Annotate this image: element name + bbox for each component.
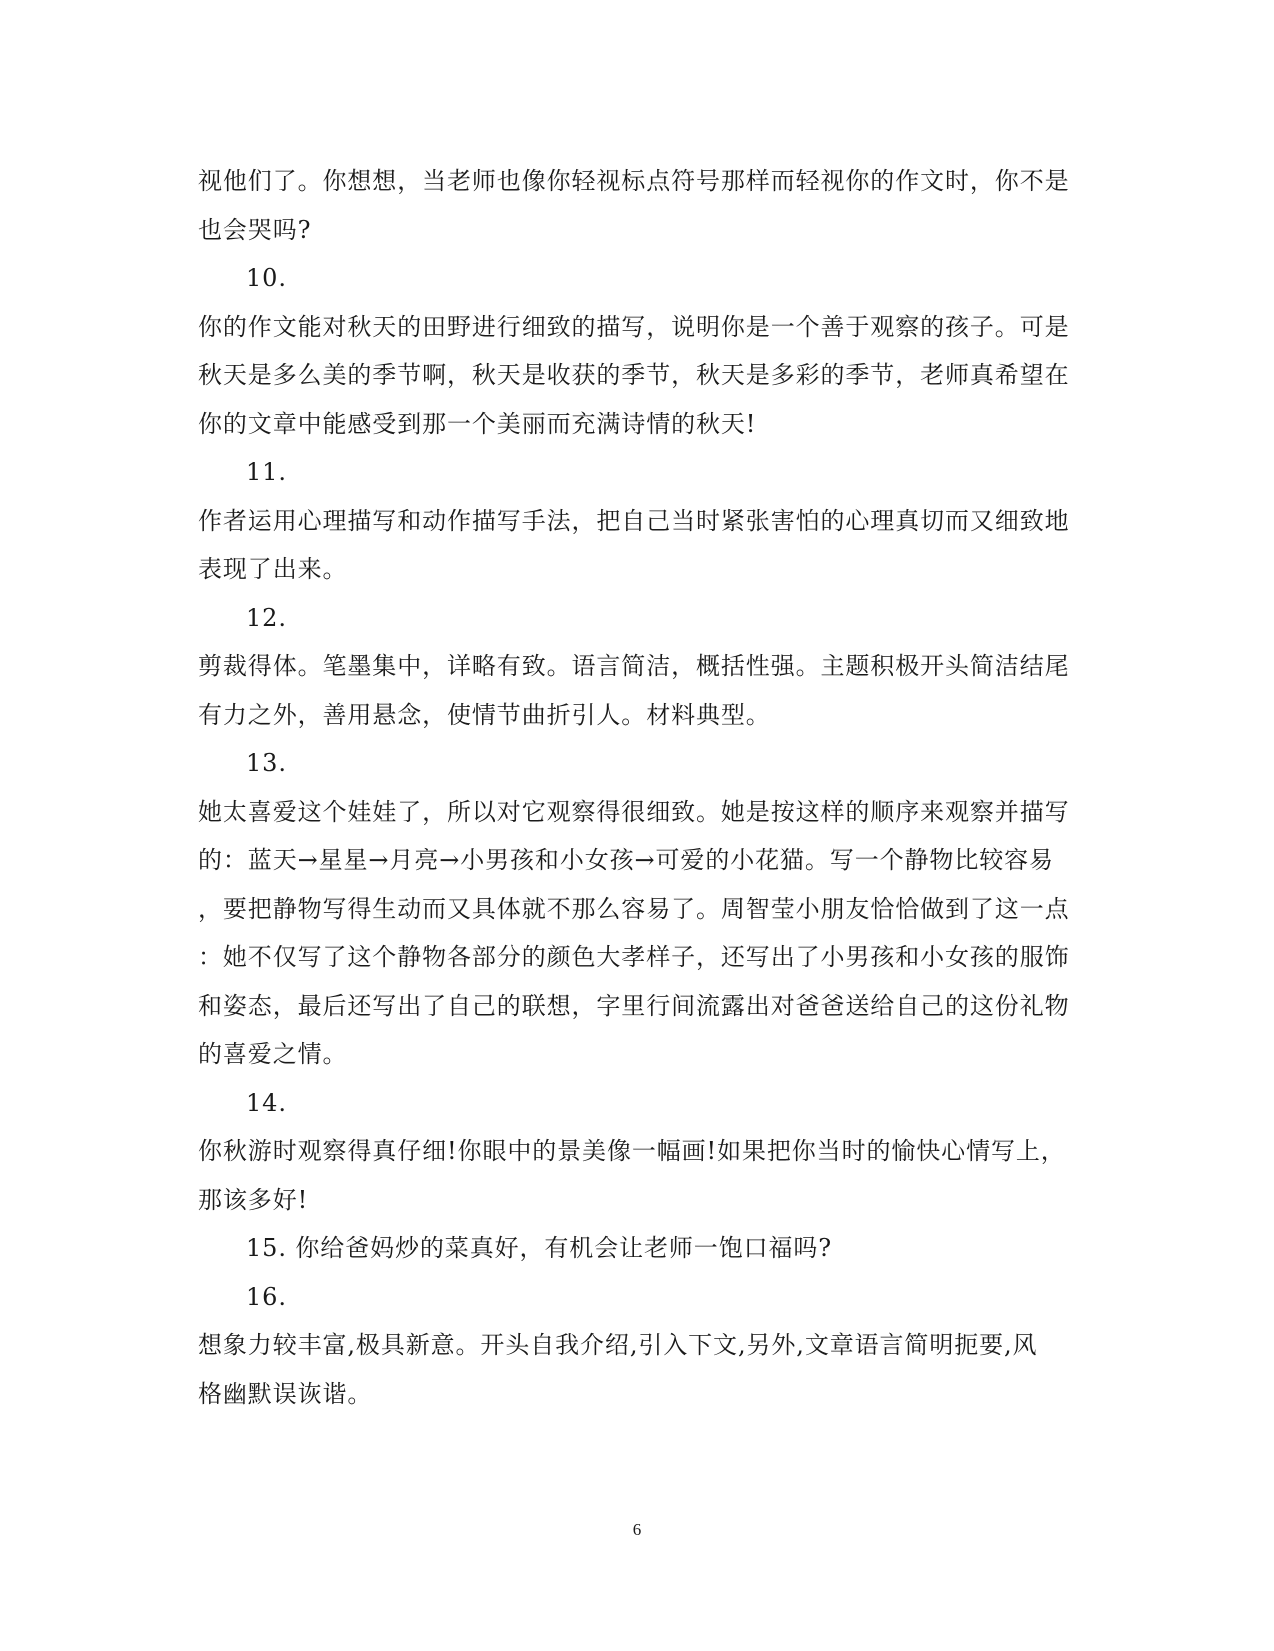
text-line: 秋天是多么美的季节啊，秋天是收获的季节，秋天是多彩的季节，老师真希望在 [198,361,1070,389]
text-line: 你的文章中能感受到那一个美丽而充满诗情的秋天! [198,409,757,438]
text-line: 剪裁得体。笔墨集中，详略有致。语言简洁，概括性强。主题积极开头简洁结尾 [198,652,1070,680]
text-line: 也会哭吗? [198,215,312,244]
text-line: ：她不仅写了这个静物各部分的颜色大孝样子，还写出了小男孩和小女孩的服饰 [198,943,1070,971]
text-line: 视他们了。你想想，当老师也像你轻视标点符号那样而轻视你的作文时，你不是 [198,167,1070,195]
text-line: 有力之外，善用悬念，使情节曲折引人。材料典型。 [198,700,771,729]
text-line: 表现了出来。 [198,555,348,583]
text-line: 她太喜爱这个娃娃了，所以对它观察得很细致。她是按这样的顺序来观察并描写 [198,797,1070,826]
text-line: 格幽默误诙谐。 [198,1379,373,1408]
item-number-line: 16. [246,1282,287,1311]
text-line: ，要把静物写得生动而又具体就不那么容易了。周智莹小朋友恰恰做到了这一点 [198,894,1070,923]
text-line: 和姿态，最后还写出了自己的联想，字里行间流露出对爸爸送给自己的这份礼物 [198,991,1070,1020]
item-number-line: 15. 你给爸妈炒的菜真好，有机会让老师一饱口福吗? [246,1234,833,1262]
item-number-line: 10. [246,264,287,292]
text-line: 你秋游时观察得真仔细!你眼中的景美像一幅画!如果把你当时的愉快心情写上， [198,1137,1066,1165]
item-number-line: 12. [246,603,287,632]
page-number: 6 [632,1520,642,1539]
text-line: 那该多好! [198,1185,309,1214]
item-number-line: 14. [246,1088,287,1117]
text-line: 你的作文能对秋天的田野进行细致的描写，说明你是一个善于观察的孩子。可是 [198,312,1070,341]
item-number-line: 11. [246,458,287,486]
item-number-line: 13. [246,749,287,777]
document-body [198,157,1078,1418]
text-line: 的：蓝天→星星→月亮→小男孩和小女孩→可爱的小花猫。写一个静物比较容易 [198,846,1054,874]
text-line: 想象力较丰富,极具新意。开头自我介绍,引入下文,另外,文章语言简明扼要,风 [198,1331,1038,1359]
text-line: 作者运用心理描写和动作描写手法，把自己当时紧张害怕的心理真切而又细致地 [198,506,1070,535]
text-line: 的喜爱之情。 [198,1040,348,1068]
